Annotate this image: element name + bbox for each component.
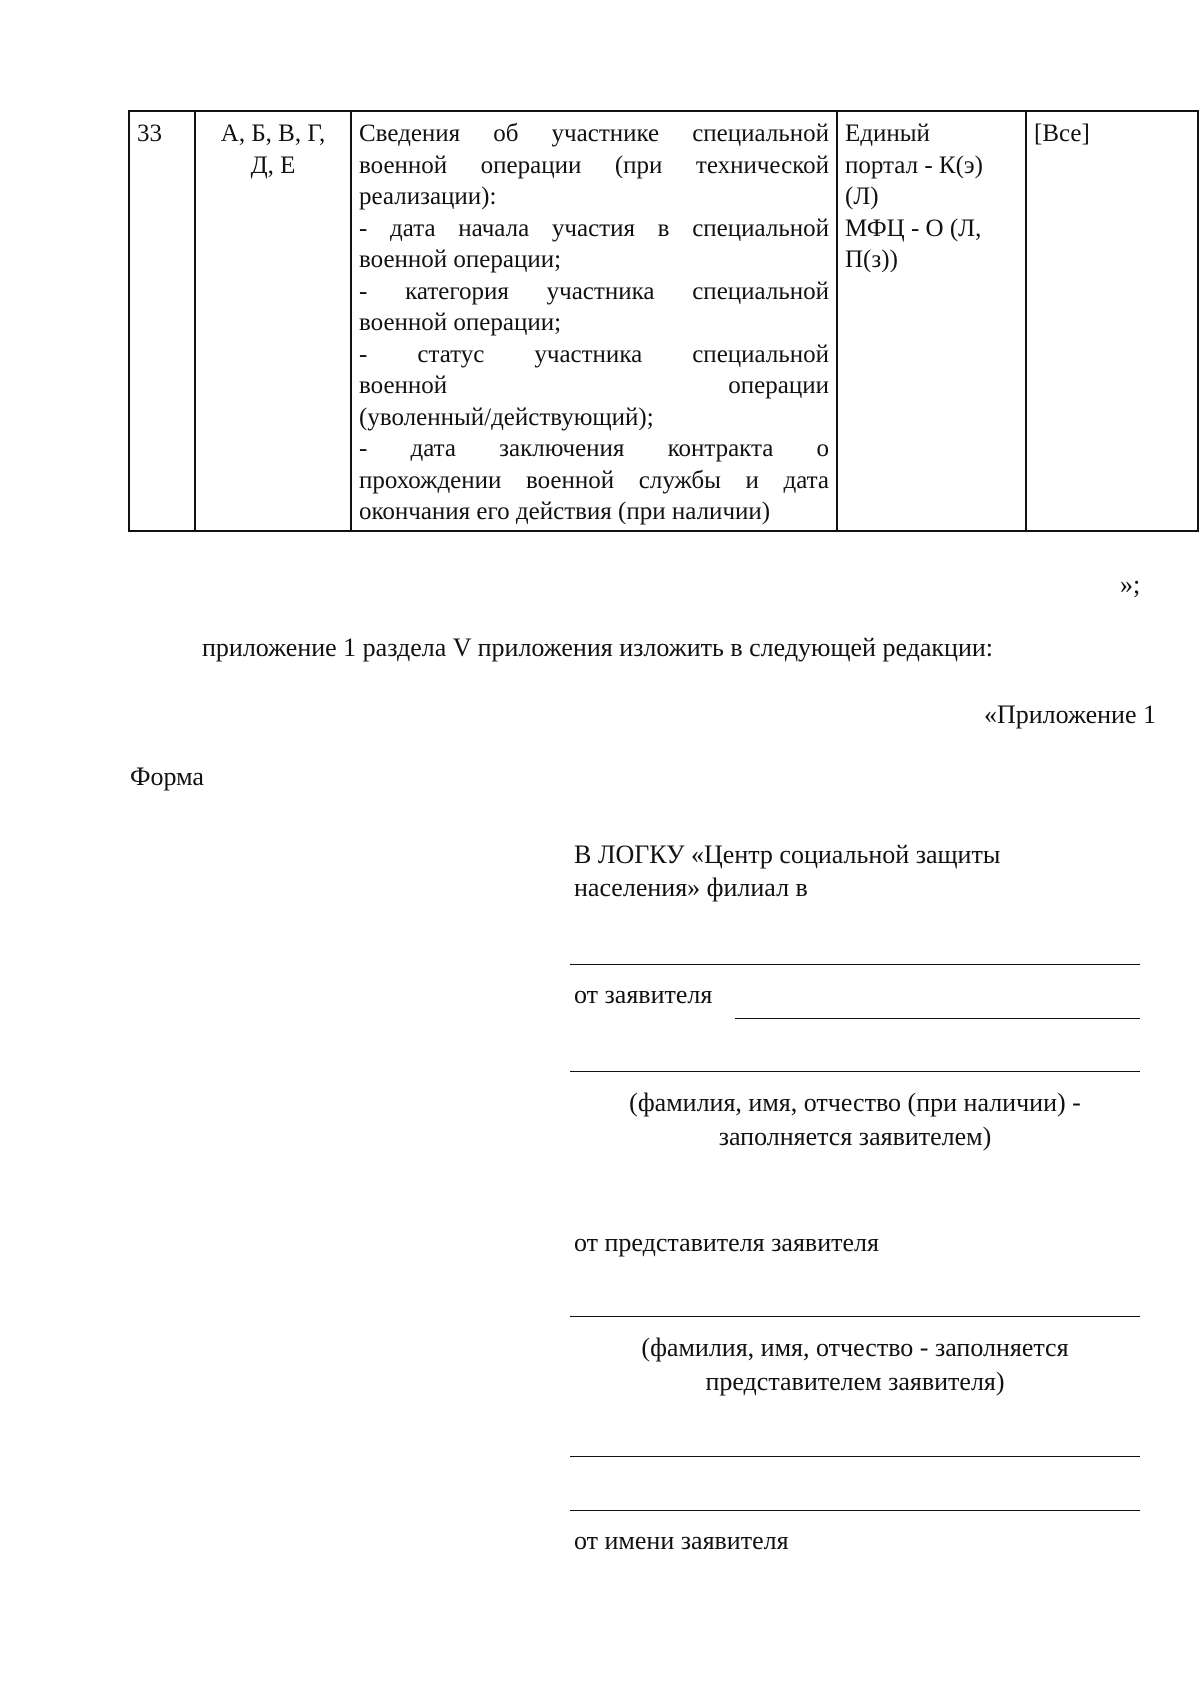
blank-line[interactable] bbox=[570, 1510, 1140, 1511]
source-line: портал - К(э) bbox=[845, 151, 983, 179]
source-line: (Л) bbox=[845, 183, 879, 210]
source-line: МФЦ - О (Л, bbox=[845, 214, 982, 242]
description-line: окончания его действия (при наличии) bbox=[359, 498, 771, 525]
representative-hint-line-1: (фамилия, имя, отчество - заполняется bbox=[641, 1333, 1069, 1362]
row-recipients: [Все] bbox=[1026, 111, 1198, 531]
source-line: Единый bbox=[845, 120, 930, 147]
description-line: - дата начала участия в специальной bbox=[359, 214, 829, 242]
description-line: военной операции; bbox=[359, 309, 562, 336]
addressee-line-1: В ЛОГКУ «Центр социальной защиты bbox=[574, 840, 1001, 869]
applicant-hint-line-2: заполняется заявителем) bbox=[718, 1122, 992, 1151]
table-row bbox=[129, 111, 1198, 531]
description-line: (уволенный/действующий); bbox=[359, 403, 654, 431]
branch-blank-line[interactable] bbox=[570, 964, 1140, 965]
description-line: военной операции bbox=[359, 372, 829, 399]
description-line: Сведения об участнике специальной bbox=[359, 120, 829, 147]
instruction-text: приложение 1 раздела V приложения изложить в следующей редакции: bbox=[202, 633, 994, 662]
description-line: - дата заключения контракта о bbox=[359, 435, 829, 462]
description-line: - статус участника специальной bbox=[359, 340, 829, 368]
category-line: А, Б, В, Г, bbox=[220, 120, 326, 147]
closing-quote: »; bbox=[1120, 570, 1141, 599]
services-table bbox=[128, 110, 1199, 532]
description-line: реализации): bbox=[359, 183, 497, 210]
description-line: военной операции; bbox=[359, 246, 562, 273]
source-line: П(з)) bbox=[845, 246, 898, 273]
applicant-blank-line[interactable] bbox=[735, 1018, 1140, 1019]
applicant-from-label: от заявителя bbox=[574, 980, 713, 1009]
row-categories bbox=[195, 111, 351, 531]
form-label: Форма bbox=[130, 762, 204, 791]
description-line: - категория участника специальной bbox=[359, 277, 829, 305]
applicant-name-blank-line[interactable] bbox=[570, 1071, 1140, 1072]
representative-blank-line[interactable] bbox=[570, 1316, 1140, 1317]
description-line: прохождении военной службы и дата bbox=[359, 466, 829, 494]
description-line: военной операции (при технической bbox=[359, 151, 829, 179]
addressee-line-2: населения» филиал в bbox=[574, 873, 808, 902]
row-description bbox=[351, 111, 837, 531]
applicant-hint-line-1: (фамилия, имя, отчество (при наличии) - bbox=[629, 1088, 1081, 1117]
appendix-label: «Приложение 1 bbox=[983, 700, 1156, 729]
row-source bbox=[837, 111, 1026, 531]
row-number: 33 bbox=[129, 111, 195, 531]
category-line: Д, Е bbox=[250, 151, 296, 179]
representative-hint-line-2: представителем заявителя) bbox=[705, 1367, 1005, 1396]
representative-from-label: от представителя заявителя bbox=[574, 1228, 879, 1257]
blank-line[interactable] bbox=[570, 1456, 1140, 1457]
on-behalf-label: от имени заявителя bbox=[574, 1526, 789, 1555]
